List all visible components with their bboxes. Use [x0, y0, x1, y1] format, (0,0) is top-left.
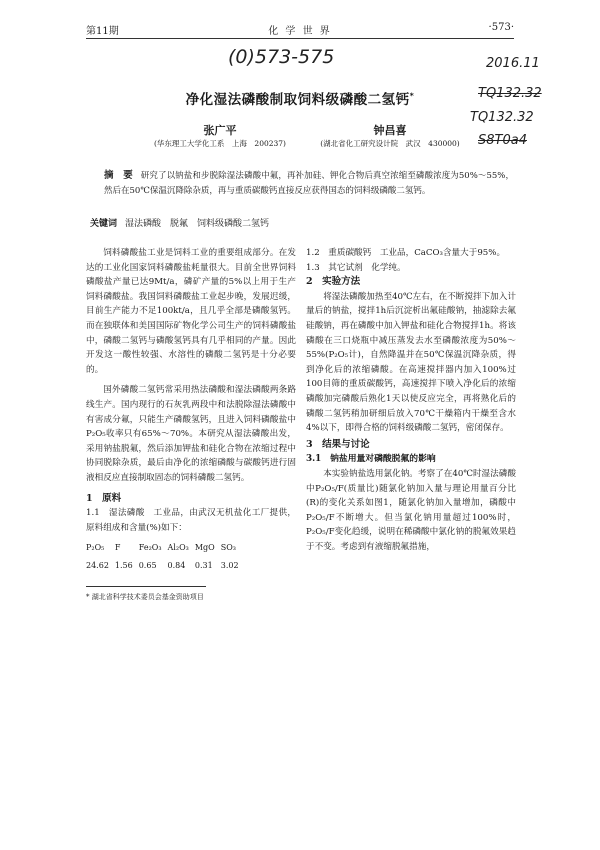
author-name: 张广平 [203, 124, 237, 137]
handwritten-date: 2016.11 [486, 56, 540, 71]
subsection-1-1: 1.1 湿法磷酸 工业品，由武汉无机盐化工厂提供，原料组成和含量(%)如下： [86, 508, 296, 533]
issue-number: 第11期 [86, 26, 119, 37]
abstract-label: 摘 要 [104, 170, 133, 181]
right-column [306, 246, 516, 554]
author-block-1 [130, 122, 310, 149]
handwritten-page-range: (0)573-575 [228, 46, 335, 68]
footnote: * 湖北省科学技术委员会基金资助项目 [86, 593, 204, 602]
handwritten-mark: S8T0a4 [478, 133, 527, 148]
subsection-3-1: 3.1 钠盐用量对磷酸脱氟的影响 [306, 454, 436, 465]
page-number: ·573· [488, 22, 514, 33]
abstract-text: 研究了以钠盐和步脱除湿法磷酸中氟，再补加硅、钾化合物后真空浓缩至磷酸浓度为50%～55%，然后在50℃保温沉降除杂质，再与重质碳酸钙直接反应获得国态的饲料级磷酸二氢钙。 [104, 171, 514, 196]
table-value-cell: 0.65 [138, 560, 157, 570]
table-value-cell: 3.02 [220, 560, 239, 570]
author-name: 钟昌喜 [373, 124, 407, 137]
intro-paragraph-2: 国外磷酸二氢钙常采用热法磷酸和湿法磷酸两条路线生产。国内现行的石灰乳两段中和法脱除湿法磷酸中有害成分氟，只能生产磷酸氢钙，且进入饲料磷酸盐中P₂O₅收率只有65%～70%。本研究从湿法磷酸出发，采用钠盐脱氟，然后添加钾盐和硅化合物在浓缩过程中协同脱除杂质，最后由净化的浓缩磷酸与碳酸钙进行固液相反应直接制取固态的饲料磷酸二氢钙。 [86, 385, 296, 483]
table-header-cell: P₂O₅ [86, 543, 105, 553]
author-affiliation: (湖北省化工研究设计院 武汉 430000) [320, 139, 460, 148]
section-heading-1: 1 原料 [86, 492, 122, 504]
article-title: 净化湿法磷酸制取饲料级磷酸二氢钙* [185, 91, 415, 108]
table-header-cell: SO₃ [220, 543, 236, 553]
keywords-text: 湿法磷酸 脱氟 饲料级磷酸二氢钙 [125, 219, 270, 229]
author-block-2 [300, 122, 480, 149]
keywords [90, 216, 269, 229]
subsection-1-3: 1.3 其它试剂 化学纯。 [306, 262, 406, 273]
author-affiliation: (华东理工大学化工系 上海 200237) [154, 139, 286, 148]
journal-name: 化 学 世 界 [268, 26, 332, 37]
table-value-cell: 1.56 [114, 560, 133, 570]
header-rule [86, 38, 514, 39]
table-value-cell: 0.84 [167, 560, 186, 570]
abstract [104, 168, 514, 199]
table-value-row [86, 559, 245, 577]
table-header-cell: F [114, 543, 121, 553]
table-header-cell: Fe₂O₃ [138, 543, 162, 553]
subsection-1-2: 1.2 重质碳酸钙 工业品，CaCO₃含量大于95%。 [306, 248, 506, 258]
results-paragraph: 本实验钠盐选用氯化钠。考察了在40℃时湿法磷酸中P₂O₅/F(质量比)随氯化钠加入量与理论用量百分比(R)的变化关系如图1，随氯化钠加入量增加，磷酸中P₂O₅/F不断增大。但当氯化钠用量超过100%时，P₂O₅/F变化趋缓，说明在稀磷酸中氯化钠的脱氟效果趋于不变。考虑到有液缩脱氟措施， [306, 468, 516, 552]
table-header-cell: MgO [194, 543, 215, 553]
raw-material-table [86, 541, 245, 576]
footnote-rule [86, 586, 206, 587]
title-footnote-mark: * [409, 91, 415, 101]
method-paragraph: 将湿法磷酸加热至40℃左右，在不断搅拌下加入计量后的钠盐，搅拌1h后沉淀析出氟硅酸钠，抽滤除去氟硅酸钠，再在磷酸中加入钾盐和硅化合物搅拌1h。将该磷酸在三口烧瓶中减压蒸发去水至磷酸浓度为50%～55%(P₂O₅计)，自然降温并在50℃保温沉降杂质，得到净化后的浓缩磷酸。在高速搅拌器内加入100%过100目筛的重质碳酸钙，高速搅拌下喷入净化后的浓缩磷酸加完磷酸后熟化1天以使反应完全，再将熟化后的磷酸二氢钙稍加研细后放入70℃干燥箱内干燥至含水4%以下，即得合格的饲料级磷酸二氢钙，密闭保存。 [306, 291, 516, 434]
table-header-cell: Al₂O₃ [167, 543, 189, 553]
left-column [86, 246, 296, 605]
handwritten-code-struck: TQ132.32 [478, 86, 542, 101]
table-value-cell: 0.31 [194, 560, 213, 570]
section-heading-3: 3 结果与讨论 [306, 438, 370, 450]
handwritten-class-code: TQ132.32 [470, 110, 534, 125]
intro-paragraph-1: 饲料磷酸盐工业是饲料工业的重要组成部分。在发达的工业化国家饲料磷酸盐耗量很大。目前全世界饲料磷酸盐产量已达9Mt/a，磷矿产量的5%以上用于生产饲料磷酸盐。我国饲料磷酸盐工业起步晚，发展迟缓，目前生产能力不足100kt/a，且几乎全部是磷酸氢钙。而在独联体和美国国际矿物化学公司生产的饲料磷酸盐中，磷酸二氢钙与磷酸氢钙具有几乎相同的产量。因此开发这一酸性较强、水溶性的磷酸二氢钙是十分必要的。 [86, 248, 296, 375]
table-header-row [86, 541, 245, 559]
table-value-cell: 24.62 [86, 560, 109, 570]
section-heading-2: 2 实验方法 [306, 276, 361, 288]
keywords-label: 关键词 [90, 219, 118, 229]
